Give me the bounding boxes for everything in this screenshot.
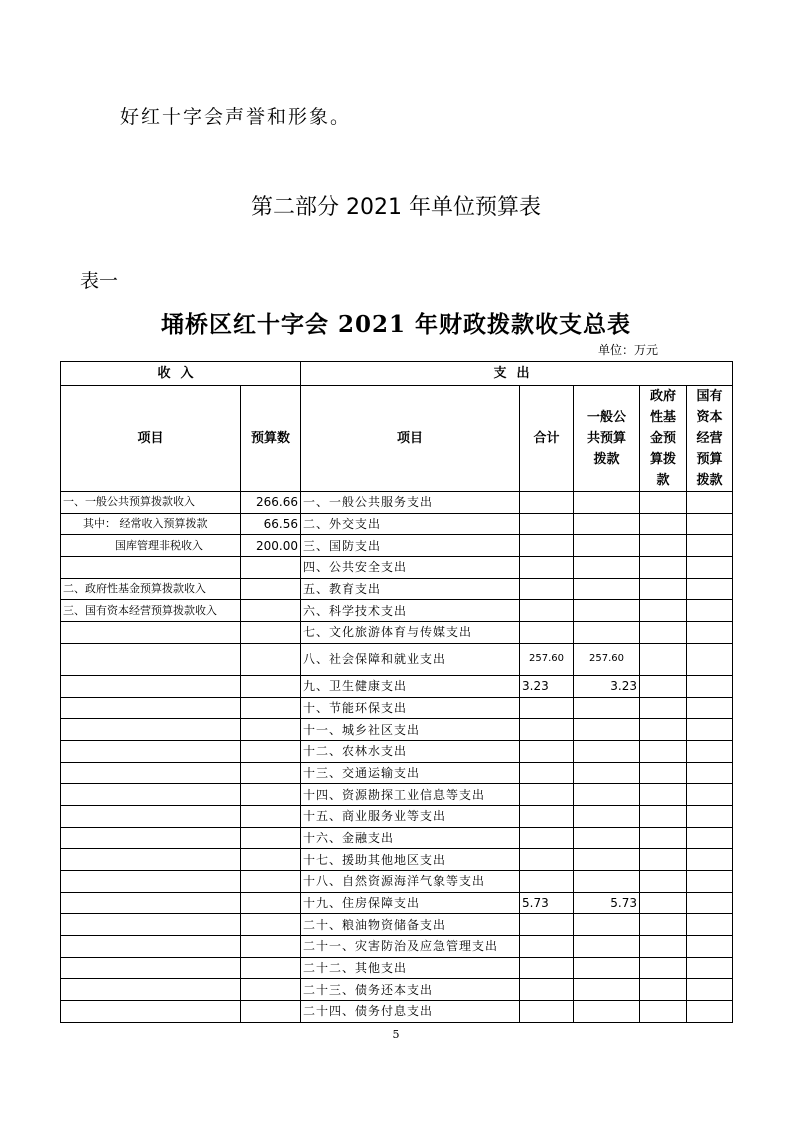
- gov-fund-cell: [640, 827, 687, 849]
- state-capital-cell: [687, 513, 733, 535]
- expense-item-cell: 二十一、灾害防治及应急管理支出: [301, 936, 520, 958]
- total-cell: [520, 849, 574, 871]
- state-capital-cell: [687, 784, 733, 806]
- state-capital-cell: [687, 871, 733, 893]
- income-budget-cell: [241, 643, 301, 675]
- state-capital-header-text: 国有资本经营预算拨款: [696, 389, 723, 488]
- general-budget-cell: [574, 784, 640, 806]
- total-cell: [520, 936, 574, 958]
- general-budget-cell: [574, 697, 640, 719]
- expense-item-cell: 十三、交通运输支出: [301, 762, 520, 784]
- expense-item-header: 项目: [301, 386, 520, 492]
- income-budget-cell: [241, 784, 301, 806]
- total-cell: [520, 697, 574, 719]
- expense-item-cell: 二十、粮油物资储备支出: [301, 914, 520, 936]
- gov-fund-cell: [640, 492, 687, 514]
- state-capital-cell: [687, 600, 733, 622]
- table-row: [61, 936, 733, 958]
- general-budget-cell: [574, 1001, 640, 1023]
- general-budget-cell: 257.60: [574, 643, 640, 675]
- total-cell: [520, 805, 574, 827]
- table-row: [61, 697, 733, 719]
- page-number: 5: [392, 1028, 400, 1041]
- state-capital-cell: [687, 914, 733, 936]
- table-row: [61, 784, 733, 806]
- expense-item-cell: 二十四、债务付息支出: [301, 1001, 520, 1023]
- state-capital-header: [687, 386, 733, 492]
- general-budget-cell: [574, 513, 640, 535]
- total-cell: [520, 914, 574, 936]
- total-cell: 3.23: [520, 675, 574, 697]
- total-cell: 257.60: [520, 643, 574, 675]
- table-row: [61, 892, 733, 914]
- income-item-cell: [61, 979, 241, 1001]
- income-budget-header: 预算数: [241, 386, 301, 492]
- income-item-cell: [61, 1001, 241, 1023]
- table-row: [61, 827, 733, 849]
- gov-fund-header-text: 政府性基金预算拨款: [650, 389, 677, 488]
- total-cell: [520, 979, 574, 1001]
- income-budget-cell: [241, 600, 301, 622]
- state-capital-cell: [687, 740, 733, 762]
- general-budget-header-text: 一般公共预算拨款: [587, 410, 627, 467]
- header-row-2: [61, 386, 733, 492]
- income-budget-cell: 66.56: [241, 513, 301, 535]
- general-budget-cell: [574, 719, 640, 741]
- total-cell: 5.73: [520, 892, 574, 914]
- income-budget-cell: [241, 578, 301, 600]
- income-item-header: 项目: [61, 386, 241, 492]
- state-capital-cell: [687, 622, 733, 644]
- gov-fund-cell: [640, 600, 687, 622]
- general-budget-cell: [574, 600, 640, 622]
- total-cell: [520, 719, 574, 741]
- general-budget-cell: [574, 849, 640, 871]
- expense-item-cell: 十一、城乡社区支出: [301, 719, 520, 741]
- gov-fund-cell: [640, 719, 687, 741]
- total-cell: [520, 740, 574, 762]
- gov-fund-cell: [640, 557, 687, 579]
- state-capital-cell: [687, 492, 733, 514]
- total-cell: [520, 784, 574, 806]
- income-budget-cell: 200.00: [241, 535, 301, 557]
- total-header: 合计: [520, 386, 574, 492]
- total-cell: [520, 513, 574, 535]
- gov-fund-cell: [640, 762, 687, 784]
- general-budget-cell: 3.23: [574, 675, 640, 697]
- general-budget-cell: [574, 827, 640, 849]
- gov-fund-cell: [640, 622, 687, 644]
- table-row: [61, 578, 733, 600]
- expense-item-cell: 二、外交支出: [301, 513, 520, 535]
- table-row: [61, 871, 733, 893]
- income-item-cell: [61, 622, 241, 644]
- expense-item-cell: 十四、资源勘探工业信息等支出: [301, 784, 520, 806]
- income-item-cell: [61, 892, 241, 914]
- income-budget-cell: [241, 936, 301, 958]
- expense-item-cell: 十七、援助其他地区支出: [301, 849, 520, 871]
- gov-fund-cell: [640, 513, 687, 535]
- table-row: [61, 914, 733, 936]
- gov-fund-cell: [640, 1001, 687, 1023]
- income-item-cell: [61, 557, 241, 579]
- income-header: 收入: [61, 362, 301, 386]
- income-item-cell: [61, 849, 241, 871]
- income-item-cell: [61, 914, 241, 936]
- gov-fund-cell: [640, 740, 687, 762]
- gov-fund-cell: [640, 578, 687, 600]
- gov-fund-cell: [640, 697, 687, 719]
- expense-item-cell: 三、国防支出: [301, 535, 520, 557]
- expense-item-cell: 一、一般公共服务支出: [301, 492, 520, 514]
- expense-item-cell: 十九、住房保障支出: [301, 892, 520, 914]
- income-item-cell: [61, 784, 241, 806]
- total-cell: [520, 622, 574, 644]
- gov-fund-cell: [640, 535, 687, 557]
- table-row: [61, 979, 733, 1001]
- expense-item-cell: 十五、商业服务业等支出: [301, 805, 520, 827]
- general-budget-cell: [574, 914, 640, 936]
- state-capital-cell: [687, 557, 733, 579]
- total-cell: [520, 957, 574, 979]
- income-budget-cell: [241, 892, 301, 914]
- expense-item-cell: 九、卫生健康支出: [301, 675, 520, 697]
- gov-fund-cell: [640, 957, 687, 979]
- income-item-cell: [61, 871, 241, 893]
- table-row: [61, 762, 733, 784]
- state-capital-cell: [687, 578, 733, 600]
- total-cell: [520, 827, 574, 849]
- gov-fund-cell: [640, 914, 687, 936]
- income-budget-cell: [241, 697, 301, 719]
- general-budget-cell: 5.73: [574, 892, 640, 914]
- income-item-cell: [61, 762, 241, 784]
- expense-item-cell: 十八、自然资源海洋气象等支出: [301, 871, 520, 893]
- state-capital-cell: [687, 979, 733, 1001]
- income-item-cell: [61, 827, 241, 849]
- gov-fund-cell: [640, 675, 687, 697]
- general-budget-cell: [574, 535, 640, 557]
- table-row: [61, 957, 733, 979]
- state-capital-cell: [687, 762, 733, 784]
- state-capital-cell: [687, 1001, 733, 1023]
- total-cell: [520, 557, 574, 579]
- general-budget-cell: [574, 805, 640, 827]
- income-budget-cell: [241, 914, 301, 936]
- general-budget-cell: [574, 492, 640, 514]
- income-item-cell: [61, 697, 241, 719]
- total-cell: [520, 762, 574, 784]
- general-budget-cell: [574, 557, 640, 579]
- gov-fund-cell: [640, 784, 687, 806]
- income-item-cell: 一、一般公共预算拨款收入: [61, 492, 241, 514]
- income-item-cell: 三、国有资本经营预算拨款收入: [61, 600, 241, 622]
- gov-fund-cell: [640, 805, 687, 827]
- expense-item-cell: 四、公共安全支出: [301, 557, 520, 579]
- table-row: [61, 643, 733, 675]
- expense-item-cell: 二十三、债务还本支出: [301, 979, 520, 1001]
- state-capital-cell: [687, 936, 733, 958]
- expense-item-cell: 十、节能环保支出: [301, 697, 520, 719]
- state-capital-cell: [687, 805, 733, 827]
- state-capital-cell: [687, 892, 733, 914]
- table-row: [61, 719, 733, 741]
- income-item-cell: [61, 675, 241, 697]
- income-budget-cell: [241, 719, 301, 741]
- income-item-cell: [61, 740, 241, 762]
- state-capital-cell: [687, 827, 733, 849]
- general-budget-cell: [574, 871, 640, 893]
- income-budget-cell: [241, 979, 301, 1001]
- budget-table: [60, 361, 733, 1023]
- total-cell: [520, 871, 574, 893]
- table-row: [61, 600, 733, 622]
- income-item-cell: 其中： 经常收入预算拨款: [61, 513, 241, 535]
- table-row: [61, 849, 733, 871]
- general-budget-header: [574, 386, 640, 492]
- unit-label: 单位：万元: [598, 343, 659, 357]
- gov-fund-cell: [640, 849, 687, 871]
- state-capital-cell: [687, 697, 733, 719]
- income-budget-cell: [241, 849, 301, 871]
- income-budget-cell: [241, 740, 301, 762]
- general-budget-cell: [574, 578, 640, 600]
- expense-header: 支出: [301, 362, 733, 386]
- table-row: [61, 513, 733, 535]
- total-cell: [520, 600, 574, 622]
- expense-item-cell: 五、教育支出: [301, 578, 520, 600]
- table-row: [61, 805, 733, 827]
- income-budget-cell: [241, 557, 301, 579]
- gov-fund-cell: [640, 936, 687, 958]
- income-budget-cell: [241, 871, 301, 893]
- table-title: 埇桥区红十字会 2021 年财政拨款收支总表: [160, 311, 632, 338]
- general-budget-cell: [574, 762, 640, 784]
- table-row: [61, 557, 733, 579]
- income-budget-cell: [241, 1001, 301, 1023]
- gov-fund-header: [640, 386, 687, 492]
- header-row-1: [61, 362, 733, 386]
- general-budget-cell: [574, 979, 640, 1001]
- state-capital-cell: [687, 719, 733, 741]
- expense-item-cell: 二十二、其他支出: [301, 957, 520, 979]
- expense-item-cell: 八、社会保障和就业支出: [301, 643, 520, 675]
- table-row: [61, 622, 733, 644]
- table-row: [61, 535, 733, 557]
- income-item-cell: [61, 805, 241, 827]
- income-item-cell: [61, 719, 241, 741]
- table-row: [61, 675, 733, 697]
- income-budget-cell: 266.66: [241, 492, 301, 514]
- state-capital-cell: [687, 643, 733, 675]
- income-item-cell: [61, 643, 241, 675]
- expense-item-cell: 十六、金融支出: [301, 827, 520, 849]
- previous-page-text: 好红十字会声誉和形象。: [120, 106, 352, 128]
- income-budget-cell: [241, 957, 301, 979]
- income-budget-cell: [241, 805, 301, 827]
- income-budget-cell: [241, 622, 301, 644]
- state-capital-cell: [687, 535, 733, 557]
- income-budget-cell: [241, 827, 301, 849]
- gov-fund-cell: [640, 892, 687, 914]
- total-cell: [520, 492, 574, 514]
- general-budget-cell: [574, 957, 640, 979]
- total-cell: [520, 535, 574, 557]
- part-title: 第二部分 2021 年单位预算表: [251, 195, 541, 220]
- total-cell: [520, 1001, 574, 1023]
- income-item-cell: 国库管理非税收入: [61, 535, 241, 557]
- general-budget-cell: [574, 740, 640, 762]
- general-budget-cell: [574, 936, 640, 958]
- income-budget-cell: [241, 675, 301, 697]
- expense-item-cell: 十二、农林水支出: [301, 740, 520, 762]
- total-cell: [520, 578, 574, 600]
- expense-item-cell: 七、文化旅游体育与传媒支出: [301, 622, 520, 644]
- general-budget-cell: [574, 622, 640, 644]
- table-row: [61, 740, 733, 762]
- income-item-cell: 二、政府性基金预算拨款收入: [61, 578, 241, 600]
- expense-item-cell: 六、科学技术支出: [301, 600, 520, 622]
- table-row: [61, 492, 733, 514]
- gov-fund-cell: [640, 871, 687, 893]
- income-item-cell: [61, 936, 241, 958]
- income-budget-cell: [241, 762, 301, 784]
- state-capital-cell: [687, 849, 733, 871]
- gov-fund-cell: [640, 979, 687, 1001]
- state-capital-cell: [687, 675, 733, 697]
- gov-fund-cell: [640, 643, 687, 675]
- table-row: [61, 1001, 733, 1023]
- state-capital-cell: [687, 957, 733, 979]
- table-label: 表一: [80, 270, 119, 292]
- income-item-cell: [61, 957, 241, 979]
